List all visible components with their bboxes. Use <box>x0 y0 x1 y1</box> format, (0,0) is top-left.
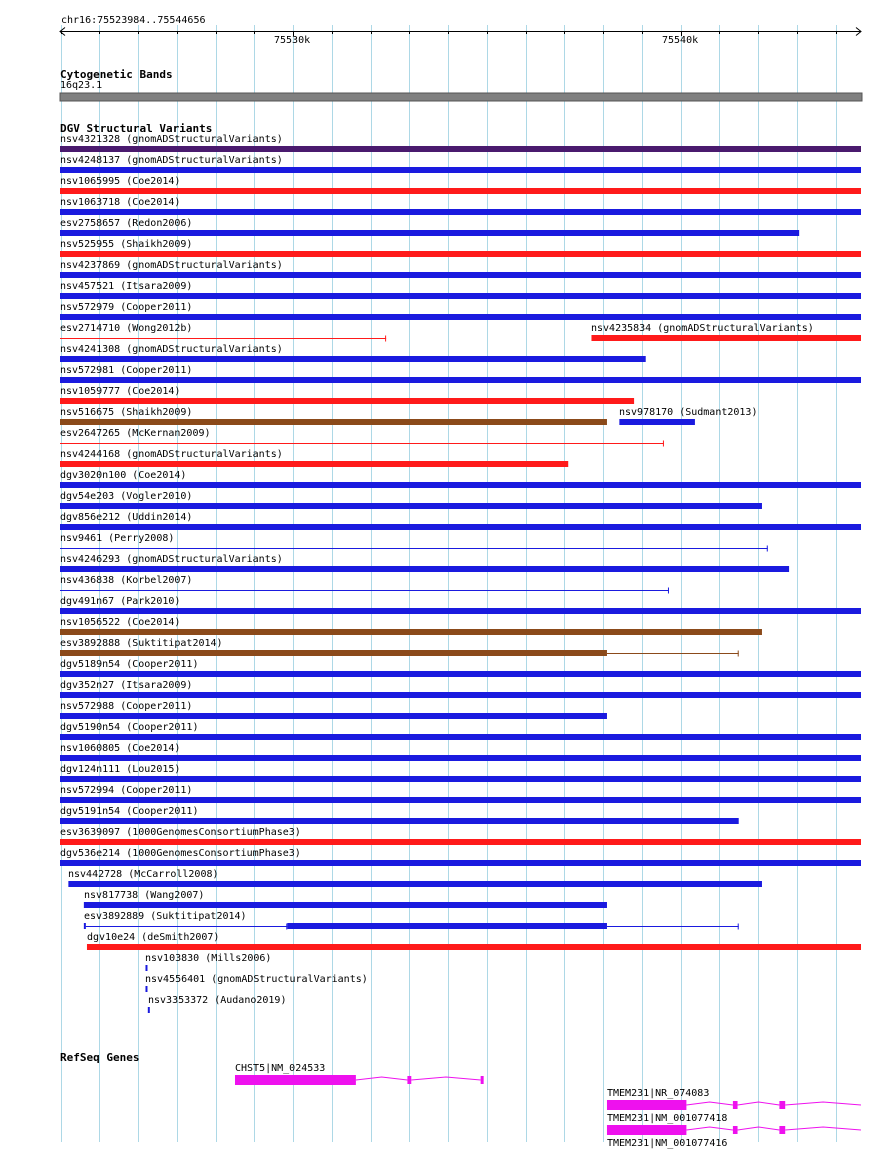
variant-label[interactable]: dgv491n67 (Park2010) <box>60 596 181 607</box>
variant-bar <box>60 650 607 656</box>
variant-bar <box>60 692 861 698</box>
variant-label[interactable]: esv2714710 (Wong2012b) <box>60 323 193 334</box>
variant-bar <box>60 734 861 740</box>
variant-label[interactable]: nsv3353372 (Audano2019) <box>148 995 287 1006</box>
variant-bar <box>60 566 789 572</box>
variant-bar <box>60 755 861 761</box>
variant-bar <box>60 188 861 194</box>
ruler <box>60 28 861 37</box>
variant-bar <box>87 944 861 950</box>
variant-label[interactable]: dgv5190n54 (Cooper2011) <box>60 722 199 733</box>
gene-exon <box>481 1076 484 1084</box>
variant-bar <box>60 671 861 677</box>
gene-intron <box>686 1102 732 1105</box>
cytoband-track <box>60 93 862 101</box>
variant-bar <box>60 503 762 509</box>
gene-exon <box>733 1101 738 1109</box>
gene-exon <box>607 1125 686 1135</box>
variant-label[interactable]: nsv525955 (Shaikh2009) <box>60 239 193 250</box>
gene-intron <box>356 1077 408 1080</box>
variant-bar <box>148 1007 150 1013</box>
variant-label[interactable]: dgv352n27 (Itsara2009) <box>60 680 193 691</box>
variant-label[interactable]: esv2647265 (McKernan2009) <box>60 428 211 439</box>
variant-label[interactable]: nsv1060805 (Coe2014) <box>60 743 181 754</box>
gene-intron <box>411 1077 480 1080</box>
variant-label[interactable]: esv3892888 (Suktitipat2014) <box>60 638 223 649</box>
variant-bar <box>60 524 861 530</box>
variant-label[interactable]: nsv9461 (Perry2008) <box>60 533 175 544</box>
variant-label[interactable]: dgv5191n54 (Cooper2011) <box>60 806 199 817</box>
variant-label[interactable]: nsv978170 (Sudmant2013) <box>619 407 758 418</box>
gene-label[interactable]: TMEM231|NR_074083 <box>607 1088 710 1099</box>
gene-exon <box>235 1075 356 1085</box>
variant-label[interactable]: esv2758657 (Redon2006) <box>60 218 193 229</box>
region-label: chr16:75523984..75544656 <box>61 15 206 26</box>
variant-label[interactable]: nsv4244168 (gnomADStructuralVariants) <box>60 449 283 460</box>
gene-exon <box>779 1126 785 1134</box>
gene-exon <box>407 1076 411 1084</box>
variant-bar <box>60 356 646 362</box>
gene-exon <box>733 1126 738 1134</box>
variant-label[interactable]: esv3892889 (Suktitipat2014) <box>84 911 247 922</box>
variant-label[interactable]: nsv516675 (Shaikh2009) <box>60 407 193 418</box>
variant-label[interactable]: nsv4556401 (gnomADStructuralVariants) <box>145 974 368 985</box>
variant-bar <box>60 293 861 299</box>
variant-label[interactable]: nsv1056522 (Coe2014) <box>60 617 181 628</box>
variant-bar <box>60 146 861 152</box>
variant-label[interactable]: dgv3020n100 (Coe2014) <box>60 470 187 481</box>
refseq-track <box>235 1075 861 1142</box>
variant-label[interactable]: nsv4241308 (gnomADStructuralVariants) <box>60 344 283 355</box>
variant-bar <box>60 608 861 614</box>
variant-label[interactable]: dgv5189n54 (Cooper2011) <box>60 659 199 670</box>
variant-bar <box>60 167 861 173</box>
variant-label[interactable]: nsv1063718 (Coe2014) <box>60 197 181 208</box>
variant-label[interactable]: nsv103830 (Mills2006) <box>145 953 272 964</box>
variant-label[interactable]: esv3639097 (1000GenomesConsortiumPhase3) <box>60 827 301 838</box>
tick-label: 75540k <box>662 35 699 46</box>
variant-label[interactable]: nsv4237869 (gnomADStructuralVariants) <box>60 260 283 271</box>
variant-bar <box>60 272 861 278</box>
variant-label[interactable]: nsv572979 (Cooper2011) <box>60 302 193 313</box>
variant-label[interactable]: dgv536e214 (1000GenomesConsortiumPhase3) <box>60 848 301 859</box>
gene-intron <box>686 1127 732 1130</box>
variant-bar <box>287 923 607 929</box>
refseq-title: RefSeq Genes <box>60 1051 140 1064</box>
variant-bar <box>68 881 762 887</box>
variant-bar <box>60 377 861 383</box>
variant-bar <box>84 923 86 929</box>
variant-bar <box>60 818 739 824</box>
variant-label[interactable]: nsv572994 (Cooper2011) <box>60 785 193 796</box>
variant-label[interactable]: nsv572981 (Cooper2011) <box>60 365 193 376</box>
dgv-title: DGV Structural Variants <box>60 122 213 135</box>
variant-bar <box>60 209 861 215</box>
variant-label[interactable]: dgv856e212 (Uddin2014) <box>60 512 193 523</box>
variant-bar <box>60 398 634 404</box>
variant-bar <box>60 860 861 866</box>
variant-bar <box>60 482 861 488</box>
variant-bar <box>145 986 147 992</box>
variant-label[interactable]: nsv4321328 (gnomADStructuralVariants) <box>60 134 283 145</box>
variant-label[interactable]: nsv436838 (Korbel2007) <box>60 575 193 586</box>
variant-bar <box>60 776 861 782</box>
variant-label[interactable]: nsv1059777 (Coe2014) <box>60 386 181 397</box>
variant-label[interactable]: nsv4246293 (gnomADStructuralVariants) <box>60 554 283 565</box>
variant-label[interactable]: dgv124n111 (Lou2015) <box>60 764 181 775</box>
gene-intron <box>785 1102 861 1105</box>
variant-bar <box>60 230 799 236</box>
gene-label[interactable]: CHST5|NM_024533 <box>235 1063 326 1074</box>
variant-bar <box>60 461 568 467</box>
gene-label[interactable]: TMEM231|NM_001077416 <box>607 1138 728 1149</box>
variant-label[interactable]: nsv1065995 (Coe2014) <box>60 176 181 187</box>
variant-bar <box>619 419 695 425</box>
variant-bar <box>591 335 861 341</box>
variant-bar <box>60 713 607 719</box>
variant-bar <box>60 629 762 635</box>
variant-bar <box>60 419 607 425</box>
variant-label[interactable]: dgv54e203 (Vogler2010) <box>60 491 193 502</box>
variant-label[interactable]: nsv457521 (Itsara2009) <box>60 281 193 292</box>
gene-exon <box>779 1101 785 1109</box>
cytoband-title: Cytogenetic Bands <box>60 68 173 81</box>
tick-label: 75530k <box>274 35 311 46</box>
variant-bar <box>60 314 861 320</box>
variant-label[interactable]: nsv4248137 (gnomADStructuralVariants) <box>60 155 283 166</box>
variant-label[interactable]: nsv442728 (McCarroll2008) <box>68 869 219 880</box>
variant-label[interactable]: dgv10e24 (deSmith2007) <box>87 932 220 943</box>
variant-bar <box>60 839 861 845</box>
gene-intron <box>785 1127 861 1130</box>
gene-label[interactable]: TMEM231|NM_001077418 <box>607 1113 728 1124</box>
variant-bar <box>60 797 861 803</box>
variant-label[interactable]: nsv572988 (Cooper2011) <box>60 701 193 712</box>
cytoband-bar <box>60 93 862 101</box>
variant-label[interactable]: nsv817738 (Wang2007) <box>84 890 205 901</box>
variant-bar <box>145 965 147 971</box>
variant-bar <box>84 902 607 908</box>
variant-label[interactable]: nsv4235834 (gnomADStructuralVariants) <box>591 323 814 334</box>
gene-exon <box>607 1100 686 1110</box>
variant-bar <box>60 251 861 257</box>
cytoband-band-label: 16q23.1 <box>60 80 103 91</box>
